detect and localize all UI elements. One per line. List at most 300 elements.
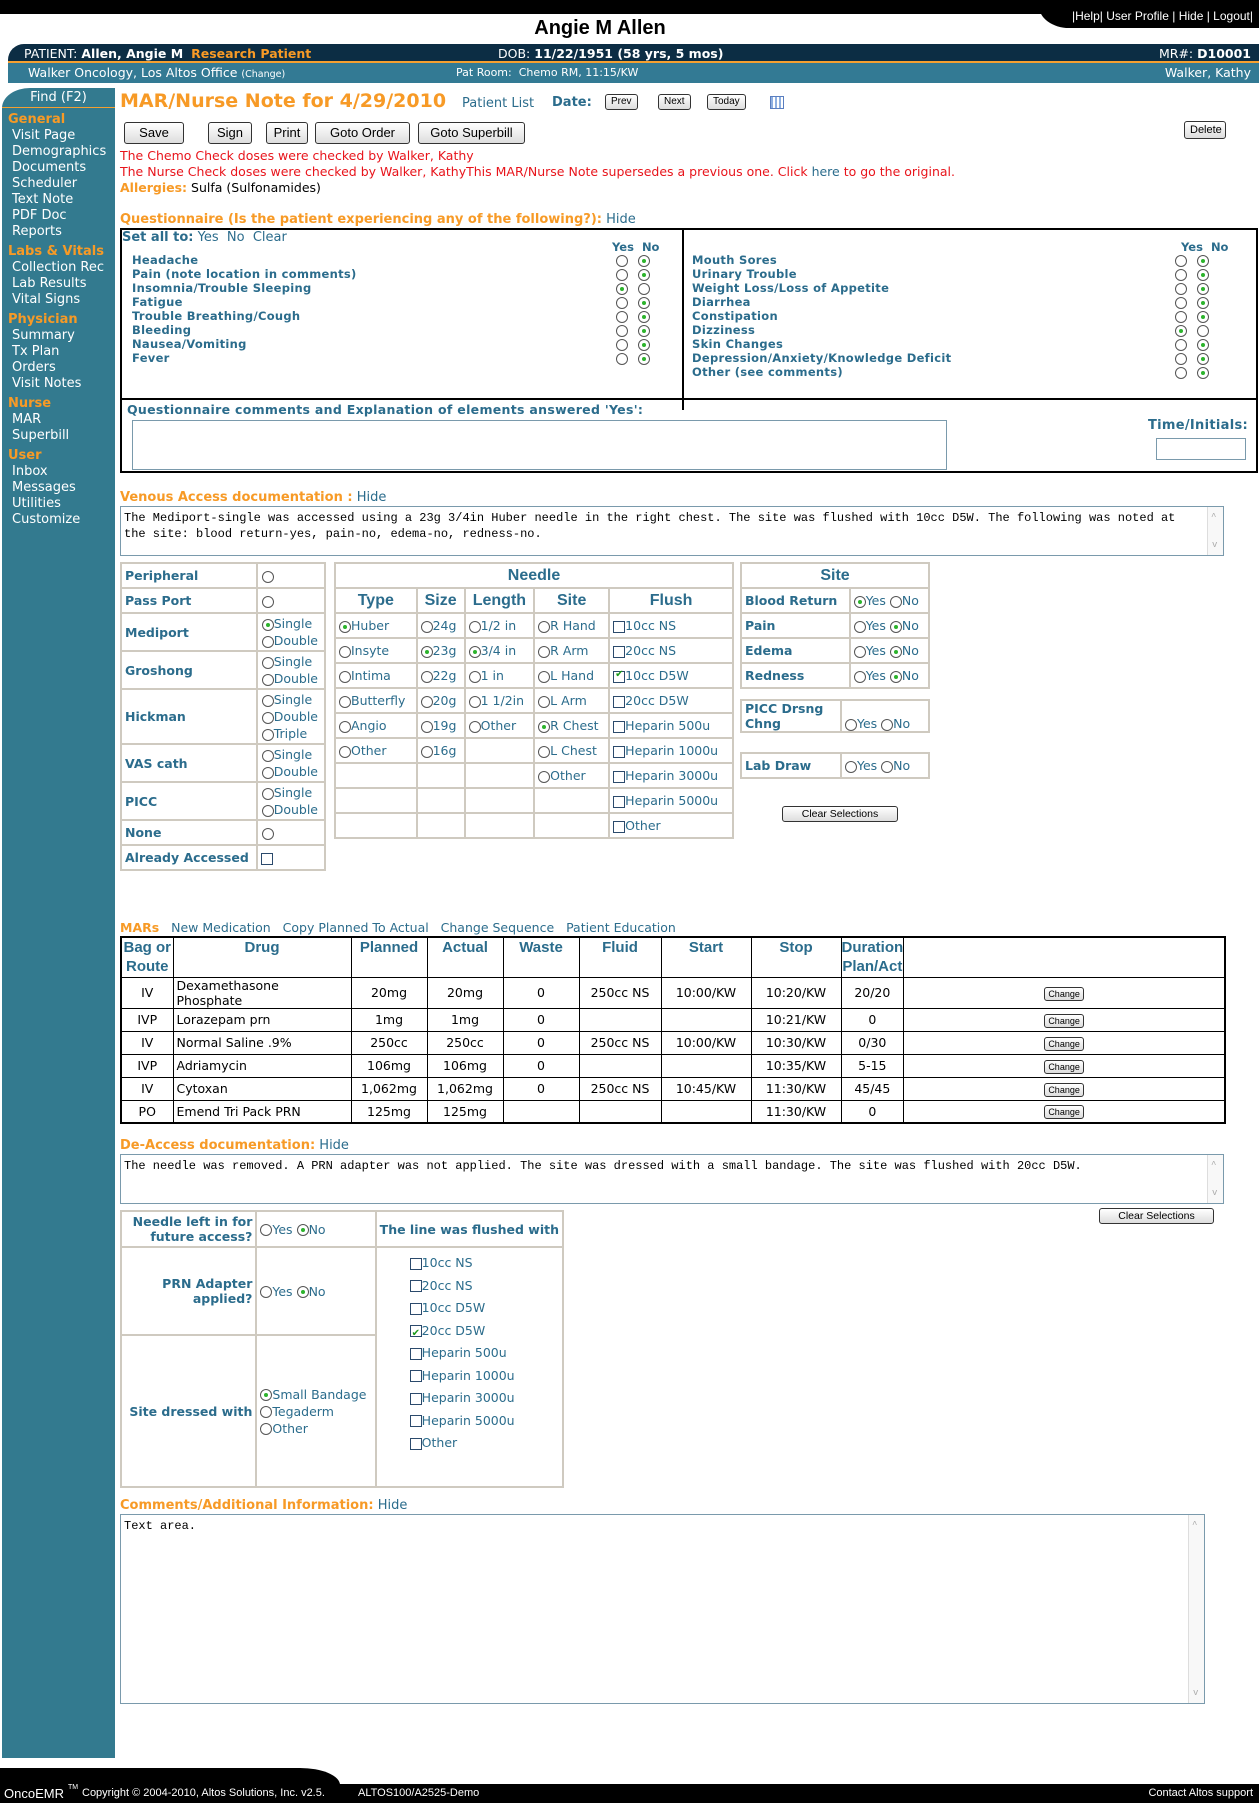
dob-label: DOB:	[498, 46, 531, 61]
venous-scrollbar[interactable]	[1207, 507, 1223, 555]
sidebar-item-text-note[interactable]: Text Note	[12, 192, 74, 207]
deaccess-hide-link[interactable]: Hide	[319, 1138, 349, 1153]
deaccess-flush-heparin-1000u-checkbox[interactable]	[410, 1370, 422, 1382]
save-button[interactable]: Save	[124, 122, 184, 144]
symptom-no-radio[interactable]	[1197, 283, 1209, 295]
contact-support-link[interactable]: Contact Altos support	[1148, 1787, 1253, 1799]
sidebar-item-visit-notes[interactable]: Visit Notes	[12, 376, 82, 391]
access-row-pass-port	[121, 588, 325, 613]
mar-table	[120, 936, 1226, 1124]
sidebar-item-vital-signs[interactable]: Vital Signs	[12, 292, 81, 307]
mediport-double-radio[interactable]	[262, 636, 274, 648]
option-label: Single	[273, 654, 313, 669]
patient-list-link[interactable]: Patient List	[462, 96, 535, 111]
needle-option-label: 3/4 in	[480, 643, 517, 658]
sidebar-group-user: User	[8, 448, 42, 463]
questionnaire-row	[692, 336, 1247, 350]
office-bar	[8, 63, 1259, 83]
questionnaire-comments-label: Questionnaire comments and Explanation of elements answered 'Yes':	[127, 402, 644, 417]
symptom-label: Constipation	[692, 309, 778, 323]
deaccess-flush-20cc-ns-checkbox[interactable]	[410, 1280, 422, 1292]
needle-left-no-radio[interactable]	[297, 1224, 309, 1236]
mar-cell-start: 10:00/KW	[661, 977, 751, 1008]
questionnaire-box	[120, 228, 1258, 473]
lab-draw-options	[841, 753, 929, 778]
option-label: Single	[273, 616, 313, 631]
option-label: Triple	[273, 726, 308, 741]
symptom-yes-radio[interactable]	[1175, 297, 1187, 309]
mar-cell-duration: 5-15	[841, 1054, 904, 1077]
sidebar-item-visit-page[interactable]: Visit Page	[12, 128, 76, 143]
sidebar-item-collection-rec[interactable]: Collection Rec	[12, 260, 105, 275]
no-label: No	[901, 643, 919, 658]
mar-cell-fluid: 250cc NS	[579, 977, 661, 1008]
mar-cell-duration: 20/20	[841, 977, 904, 1008]
user-profile-link[interactable]: User Profile	[1106, 9, 1169, 23]
site-r-hand-radio[interactable]	[538, 621, 550, 633]
patient-info	[24, 44, 311, 63]
mars-header	[120, 920, 676, 935]
mar-cell-waste: 0	[503, 1008, 579, 1031]
needle-row	[335, 613, 733, 638]
flush-other-checkbox[interactable]	[613, 821, 625, 833]
symptom-yes-radio[interactable]	[1175, 325, 1187, 337]
sidebar-item-inbox[interactable]: Inbox	[12, 464, 48, 479]
needle-option-label: Heparin 1000u	[625, 743, 719, 758]
needle-option-label: L Hand	[550, 668, 595, 683]
needle-row	[335, 813, 733, 838]
mar-cell-actual: 106mg	[427, 1054, 503, 1077]
size-16g-radio[interactable]	[421, 746, 433, 758]
set-all-no[interactable]: No	[226, 230, 245, 245]
questionnaire-header	[120, 212, 636, 227]
mar-cell-waste	[503, 1100, 579, 1123]
redness-no-radio[interactable]	[890, 671, 902, 683]
needle-option-label: Butterfly	[351, 693, 406, 708]
questionnaire-row	[132, 350, 672, 364]
redness-yes-radio[interactable]	[854, 671, 866, 683]
picc-double-radio[interactable]	[262, 805, 274, 817]
yes-header: Yes	[1181, 240, 1203, 254]
flush-heparin-3000u-checkbox[interactable]	[613, 771, 625, 783]
mars-link-change-sequence[interactable]: Change Sequence	[440, 920, 555, 935]
time-initials-input[interactable]	[1156, 438, 1246, 460]
symptom-no-radio[interactable]	[638, 269, 650, 281]
type-intima-radio[interactable]	[339, 671, 351, 683]
picc-no-radio[interactable]	[881, 719, 893, 731]
mr-value: D10001	[1197, 46, 1251, 61]
sidebar-item-tx-plan[interactable]: Tx Plan	[12, 344, 60, 359]
mar-cell-stop: 10:35/KW	[751, 1054, 841, 1077]
comments-title: Comments/Additional Information:	[120, 1498, 374, 1513]
symptom-label: Trouble Breathing/Cough	[132, 309, 301, 323]
chemo-check-message: The Chemo Check doses were checked by Walker, Kathy	[120, 148, 474, 163]
mar-header-drug: Drug	[173, 937, 351, 977]
questionnaire-row	[132, 322, 672, 336]
yes-label: Yes	[857, 716, 878, 731]
lab-draw-table	[740, 752, 930, 779]
mar-cell-stop: 10:30/KW	[751, 1031, 841, 1054]
symptom-yes-radio[interactable]	[1175, 269, 1187, 281]
size-20g-radio[interactable]	[421, 696, 433, 708]
lab-draw-no-radio[interactable]	[881, 761, 893, 773]
blood-return-yes-radio[interactable]	[854, 596, 866, 608]
picc-yes-radio[interactable]	[845, 719, 857, 731]
site-label: Edema	[741, 638, 850, 663]
sidebar-item-lab-results[interactable]: Lab Results	[12, 276, 87, 291]
picc-dressing-label: PICC Drsng Chng	[741, 700, 841, 732]
room-value: Chemo RM, 11:15/KW	[518, 66, 639, 79]
time-initials-label: Time/Initials:	[1147, 418, 1248, 433]
questionnaire-divider	[682, 230, 684, 410]
mediport-single-radio[interactable]	[262, 619, 274, 631]
needle-option-label: 16g	[432, 743, 457, 758]
symptom-yes-radio[interactable]	[616, 353, 628, 365]
set-all-clear[interactable]: Clear	[252, 230, 287, 245]
mar-cell-drug: Normal Saline .9%	[173, 1031, 351, 1054]
needle-row	[335, 688, 733, 713]
needle-left-yes-radio[interactable]	[260, 1224, 272, 1236]
mar-cell-planned: 125mg	[351, 1100, 427, 1123]
pain-no-radio[interactable]	[890, 621, 902, 633]
mar-cell-actual: 250cc	[427, 1031, 503, 1054]
no-header: No	[641, 240, 660, 254]
mar-header-fluid: Fluid	[579, 937, 661, 977]
length-other-radio[interactable]	[469, 721, 481, 733]
mar-cell-route: IVP	[121, 1054, 173, 1077]
lab-draw-yes-radio[interactable]	[845, 761, 857, 773]
option-label: Double	[273, 709, 318, 724]
sidebar-item-orders[interactable]: Orders	[12, 360, 56, 375]
edema-yes-radio[interactable]	[854, 646, 866, 658]
symptom-yes-radio[interactable]	[616, 269, 628, 281]
site-r-chest-radio[interactable]	[538, 721, 550, 733]
symptom-no-radio[interactable]	[638, 297, 650, 309]
deaccess-textarea[interactable]	[120, 1154, 1224, 1204]
size-24g-radio[interactable]	[421, 621, 433, 633]
flush-10cc-d5w-checkbox[interactable]	[613, 671, 625, 683]
sidebar-item-pdf-doc[interactable]: PDF Doc	[12, 208, 67, 223]
symptom-no-radio[interactable]	[638, 311, 650, 323]
size-23g-radio[interactable]	[421, 646, 433, 658]
dressed-option-label: Tegaderm	[272, 1403, 334, 1419]
office-info	[28, 63, 285, 85]
symptom-yes-radio[interactable]	[616, 283, 628, 295]
next-button[interactable]: Next	[658, 94, 691, 110]
symptom-label: Depression/Anxiety/Knowledge Deficit	[692, 351, 952, 365]
mar-cell-planned: 250cc	[351, 1031, 427, 1054]
mar-cell-fluid: 250cc NS	[579, 1031, 661, 1054]
already-accessed-checkbox[interactable]	[261, 853, 273, 865]
needle-option-label: Intima	[351, 668, 391, 683]
symptom-no-radio[interactable]	[638, 325, 650, 337]
sidebar-item-utilities[interactable]: Utilities	[12, 496, 61, 511]
length-3-4-in-radio[interactable]	[469, 646, 481, 658]
mar-cell-planned: 106mg	[351, 1054, 427, 1077]
mar-row	[121, 1100, 1225, 1123]
access-type-label: None	[121, 820, 257, 845]
none-select-radio[interactable]	[262, 828, 274, 840]
dressed-other-radio[interactable]	[260, 1423, 272, 1435]
pain-yes-radio[interactable]	[854, 621, 866, 633]
mar-change-button[interactable]: Change	[1044, 1037, 1084, 1051]
mar-cell-drug: Dexamethasone Phosphate	[173, 977, 351, 1008]
symptom-label: Weight Loss/Loss of Appetite	[692, 281, 890, 295]
flushed-with-label: The line was flushed with	[376, 1211, 563, 1247]
symptom-yes-radio[interactable]	[1175, 367, 1187, 379]
mar-cell-waste: 0	[503, 977, 579, 1008]
blood-return-no-radio[interactable]	[890, 596, 902, 608]
mar-cell-stop: 10:21/KW	[751, 1008, 841, 1031]
sidebar-item-superbill[interactable]: Superbill	[12, 428, 70, 443]
site-label: Blood Return	[741, 588, 850, 613]
site-r-arm-radio[interactable]	[538, 646, 550, 658]
mar-change-button[interactable]: Change	[1044, 1105, 1084, 1119]
symptom-no-radio[interactable]	[1197, 353, 1209, 365]
mar-cell-fluid	[579, 1008, 661, 1031]
logout-link[interactable]: Logout	[1213, 9, 1250, 23]
set-all-label: Set all to:	[122, 230, 194, 245]
flush-option-label: Heparin 1000u	[421, 1367, 515, 1383]
sidebar-group-nurse: Nurse	[8, 396, 52, 411]
mar-header-duration-plan-act: Duration Plan/Act	[841, 939, 904, 975]
set-all-row	[122, 230, 287, 245]
flush-10cc-ns-checkbox[interactable]	[613, 621, 625, 633]
needle-left-label: Needle left in for future access?	[121, 1211, 256, 1247]
access-type-label: Groshong	[121, 651, 257, 689]
flush-20cc-ns-checkbox[interactable]	[613, 646, 625, 658]
deaccess-flush-20cc-d5w-checkbox[interactable]	[410, 1325, 422, 1337]
mars-link-new-medication[interactable]: New Medication	[171, 920, 271, 935]
symptom-no-radio[interactable]	[638, 283, 650, 295]
site-row-blood-return	[741, 588, 929, 613]
symptom-no-radio[interactable]	[1197, 339, 1209, 351]
deaccess-clear-selections-button[interactable]: Clear Selections	[1099, 1208, 1214, 1224]
size-19g-radio[interactable]	[421, 721, 433, 733]
dressed-small-bandage-radio[interactable]	[260, 1389, 272, 1401]
symptom-no-radio[interactable]	[1197, 255, 1209, 267]
symptom-yes-radio[interactable]	[616, 339, 628, 351]
needle-header-length: Length	[465, 588, 535, 613]
site-l-hand-radio[interactable]	[538, 671, 550, 683]
symptom-yes-radio[interactable]	[1175, 311, 1187, 323]
mar-cell-drug: Cytoxan	[173, 1077, 351, 1100]
groshong-double-radio[interactable]	[262, 674, 274, 686]
goto-superbill-button[interactable]: Goto Superbill	[418, 122, 525, 144]
flush-20cc-d5w-checkbox[interactable]	[613, 696, 625, 708]
groshong-single-radio[interactable]	[262, 657, 274, 669]
mar-cell-route: IV	[121, 977, 173, 1008]
sidebar-item-customize[interactable]: Customize	[12, 512, 81, 527]
symptom-label: Other (see comments)	[692, 365, 843, 379]
mar-header-waste: Waste	[503, 937, 579, 977]
questionnaire-comments-input[interactable]	[132, 420, 947, 470]
lab-draw-label: Lab Draw	[741, 753, 841, 778]
mar-cell-start: 10:45/KW	[661, 1077, 751, 1100]
symptom-yes-radio[interactable]	[616, 255, 628, 267]
flush-option-label: 20cc NS	[421, 1277, 473, 1293]
vas-cath-double-radio[interactable]	[262, 767, 274, 779]
deaccess-flush-10cc-ns-checkbox[interactable]	[410, 1258, 422, 1270]
deaccess-flush-other-checkbox[interactable]	[410, 1438, 422, 1450]
delete-button[interactable]: Delete	[1184, 121, 1226, 139]
questionnaire-row	[692, 294, 1247, 308]
needle-option-label: R Chest	[550, 718, 599, 733]
sidebar-item-summary[interactable]: Summary	[12, 328, 75, 343]
mar-row	[121, 1008, 1225, 1031]
no-label: No	[893, 716, 911, 731]
symptom-label: Fever	[132, 351, 170, 365]
questionnaire-hide-link[interactable]: Hide	[606, 212, 636, 227]
deaccess-flush-heparin-3000u-checkbox[interactable]	[410, 1393, 422, 1405]
symptom-no-radio[interactable]	[1197, 311, 1209, 323]
deaccess-flush-heparin-5000u-checkbox[interactable]	[410, 1415, 422, 1427]
flush-heparin-500u-checkbox[interactable]	[613, 721, 625, 733]
mar-change-button[interactable]: Change	[1044, 987, 1084, 1001]
site-other-radio[interactable]	[538, 771, 550, 783]
dressed-tegaderm-radio[interactable]	[260, 1406, 272, 1418]
mar-cell-drug: Emend Tri Pack PRN	[173, 1100, 351, 1123]
goto-order-button[interactable]: Goto Order	[315, 122, 410, 144]
type-other-radio[interactable]	[339, 746, 351, 758]
calendar-icon[interactable]	[770, 96, 784, 109]
peripheral-select-radio[interactable]	[262, 571, 274, 583]
deaccess-flush-10cc-d5w-checkbox[interactable]	[410, 1303, 422, 1315]
symptom-label: Headache	[132, 253, 199, 267]
symptom-no-radio[interactable]	[638, 353, 650, 365]
symptom-no-radio[interactable]	[1197, 269, 1209, 281]
needle-option-label: L Chest	[550, 743, 597, 758]
venous-clear-selections-button[interactable]: Clear Selections	[782, 806, 898, 822]
symptom-yes-radio[interactable]	[616, 311, 628, 323]
deaccess-scrollbar[interactable]	[1207, 1155, 1223, 1203]
access-type-label: Pass Port	[121, 588, 257, 613]
vas-cath-single-radio[interactable]	[262, 750, 274, 762]
symptom-yes-radio[interactable]	[616, 325, 628, 337]
change-office-link[interactable]: (Change)	[241, 69, 286, 80]
length-1-in-radio[interactable]	[469, 671, 481, 683]
symptom-no-radio[interactable]	[638, 339, 650, 351]
symptom-no-radio[interactable]	[1197, 297, 1209, 309]
type-huber-radio[interactable]	[339, 621, 351, 633]
mars-link-copy-planned-to-actual[interactable]: Copy Planned To Actual	[282, 920, 429, 935]
site-l-chest-radio[interactable]	[538, 746, 550, 758]
access-type-label: PICC	[121, 782, 257, 820]
comments-textarea[interactable]	[120, 1514, 1205, 1704]
comments-scrollbar[interactable]	[1188, 1515, 1204, 1703]
hickman-double-radio[interactable]	[262, 712, 274, 724]
sidebar-item-reports[interactable]: Reports	[12, 224, 62, 239]
mar-change-button[interactable]: Change	[1044, 1014, 1084, 1028]
sidebar-item-scheduler[interactable]: Scheduler	[12, 176, 78, 191]
symptom-label: Dizziness	[692, 323, 756, 337]
symptom-no-radio[interactable]	[638, 255, 650, 267]
comments-text: Text area.	[124, 1519, 197, 1533]
site-l-arm-radio[interactable]	[538, 696, 550, 708]
prev-button[interactable]: Prev	[605, 94, 638, 110]
sidebar-item-messages[interactable]: Messages	[12, 480, 76, 495]
hickman-single-radio[interactable]	[262, 695, 274, 707]
venous-hide-link[interactable]: Hide	[356, 490, 387, 505]
help-link[interactable]: Help	[1075, 9, 1100, 23]
find-button[interactable]: Find (F2)	[2, 88, 115, 108]
symptom-label: Skin Changes	[692, 337, 784, 351]
set-all-yes[interactable]: Yes	[197, 230, 219, 245]
deaccess-text: The needle was removed. A PRN adapter was not applied. The site was dressed with a small bandage. The site was flushed with 20cc D5W.	[124, 1159, 1082, 1173]
mars-link-patient-education[interactable]: Patient Education	[566, 920, 676, 935]
symptom-label: Nausea/Vomiting	[132, 337, 247, 351]
sidebar-item-demographics[interactable]: Demographics	[12, 144, 107, 159]
flush-heparin-5000u-checkbox[interactable]	[613, 796, 625, 808]
symptom-yes-radio[interactable]	[1175, 339, 1187, 351]
deaccess-flush-heparin-500u-checkbox[interactable]	[410, 1348, 422, 1360]
needle-option-label: 23g	[432, 643, 457, 658]
symptom-no-radio[interactable]	[1197, 325, 1209, 337]
comments-hide-link[interactable]: Hide	[377, 1498, 408, 1513]
symptom-yes-radio[interactable]	[1175, 255, 1187, 267]
flush-heparin-1000u-checkbox[interactable]	[613, 746, 625, 758]
sidebar-item-documents[interactable]: Documents	[12, 160, 87, 175]
needle-option-label: Insyte	[351, 643, 390, 658]
print-button[interactable]: Print	[266, 122, 308, 144]
original-note-link[interactable]: here	[811, 164, 840, 179]
prn-no-radio[interactable]	[297, 1286, 309, 1298]
mar-cell-duration: 0/30	[841, 1031, 904, 1054]
size-22g-radio[interactable]	[421, 671, 433, 683]
edema-no-radio[interactable]	[890, 646, 902, 658]
needle-row	[335, 713, 733, 738]
prn-yes-radio[interactable]	[260, 1286, 272, 1298]
symptom-yes-radio[interactable]	[1175, 353, 1187, 365]
pass-port-select-radio[interactable]	[262, 596, 274, 608]
mar-cell-route: IV	[121, 1031, 173, 1054]
needle-option-label: 24g	[432, 618, 457, 633]
mar-row	[121, 1031, 1225, 1054]
yes-label: Yes	[272, 1283, 293, 1299]
access-row-none	[121, 820, 325, 845]
symptom-yes-radio[interactable]	[1175, 283, 1187, 295]
room-info	[456, 63, 638, 83]
no-label: No	[901, 593, 919, 608]
nurse-check-tail: to go the original.	[839, 164, 955, 179]
length-1-1-2in-radio[interactable]	[469, 696, 481, 708]
type-angio-radio[interactable]	[339, 721, 351, 733]
sidebar-item-mar[interactable]: MAR	[12, 412, 42, 427]
mar-cell-route: IV	[121, 1077, 173, 1100]
date-label: Date:	[552, 95, 592, 110]
sign-button[interactable]: Sign	[208, 122, 252, 144]
symptom-yes-radio[interactable]	[616, 297, 628, 309]
hickman-triple-radio[interactable]	[262, 729, 274, 741]
mar-row	[121, 1077, 1225, 1100]
picc-single-radio[interactable]	[262, 788, 274, 800]
venous-textarea[interactable]	[120, 506, 1224, 556]
mar-change-button[interactable]: Change	[1044, 1083, 1084, 1097]
needle-option-label: 20g	[432, 693, 457, 708]
mar-change-button[interactable]: Change	[1044, 1060, 1084, 1074]
type-insyte-radio[interactable]	[339, 646, 351, 658]
yes-label: Yes	[865, 668, 886, 683]
length-1-2-in-radio[interactable]	[469, 621, 481, 633]
hide-link[interactable]: Hide	[1178, 9, 1204, 23]
symptom-no-radio[interactable]	[1197, 367, 1209, 379]
mar-row	[121, 1054, 1225, 1077]
comments-header	[120, 1498, 407, 1513]
needle-row	[335, 738, 733, 763]
type-butterfly-radio[interactable]	[339, 696, 351, 708]
mar-cell-actual: 20mg	[427, 977, 503, 1008]
today-button[interactable]: Today	[707, 94, 746, 110]
